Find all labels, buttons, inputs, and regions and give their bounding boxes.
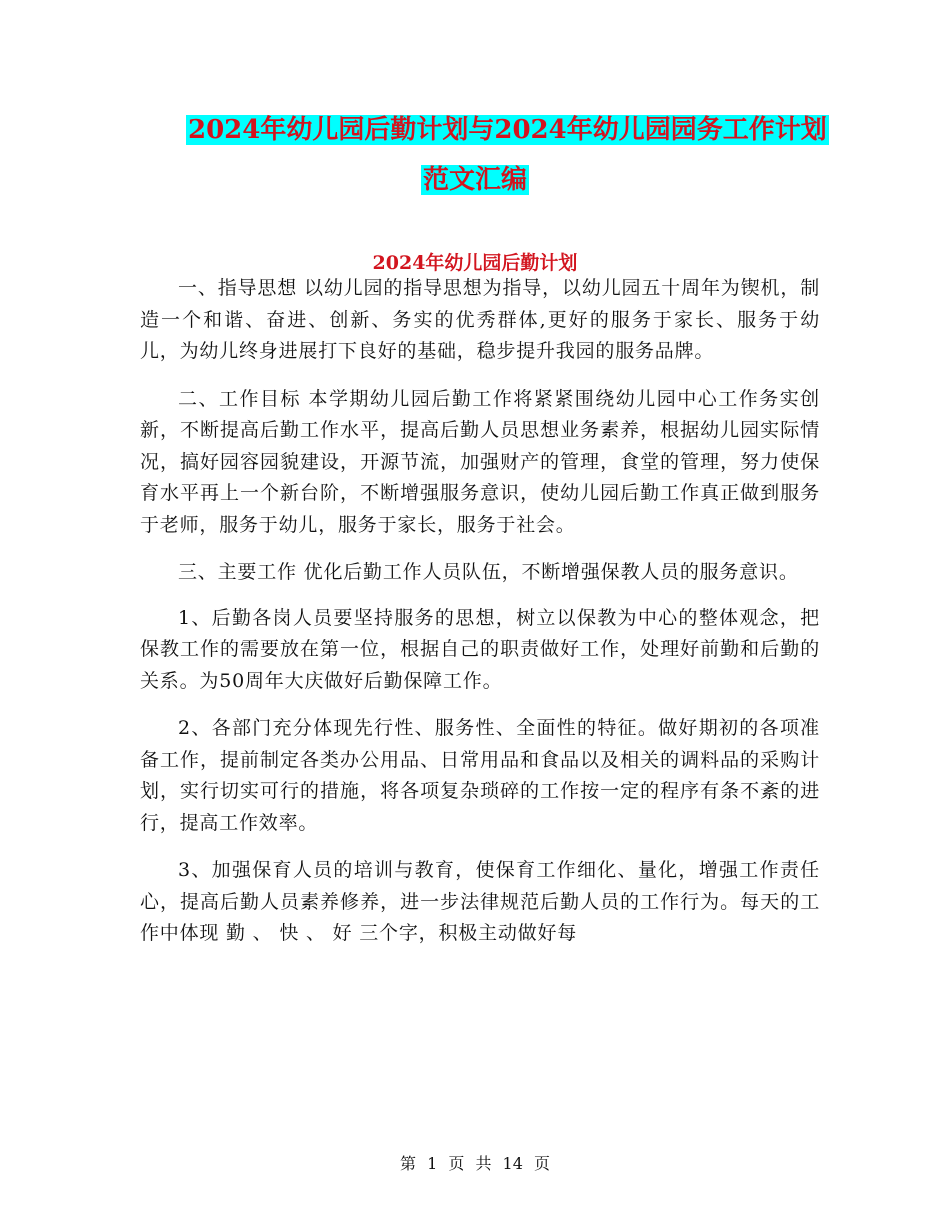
paragraph-main-work: 三、主要工作 优化后勤工作人员队伍，不断增强保教人员的服务意识。 [178,561,799,583]
document-body [140,273,820,966]
paragraph-work-goals: 二、工作目标 本学期幼儿园后勤工作将紧紧围绕幼儿园中心工作务实创新，不断提高后勤工作水平，提高后勤人员思想业务素养，根据幼儿园实际情况，搞好园容园貌建设，开源节流，加强财产的管理，食堂的管理，努力使保育水平再上一个新台阶，不断增强服务意识，使幼儿园后勤工作真正做到服务于老师，服务于幼儿，服务于家长，服务于社会。 [140,387,820,536]
title-line-2 [0,160,950,200]
title-line-1 [186,110,826,150]
section-title: 2024年幼儿园后勤计划 [372,252,578,274]
paragraph-guiding-ideology: 一、指导思想 以幼儿园的指导思想为指导，以幼儿园五十周年为锲机，制造一个和谐、奋进、创新、务实的优秀群体,更好的服务于家长、服务于幼儿，为幼儿终身进展打下良好的基础，稳步提升我园的服务品牌。 [140,277,820,362]
paragraph-item-3: 3、加强保育人员的培训与教育，使保育工作细化、量化，增强工作责任心，提高后勤人员素养修养，进一步法律规范后勤人员的工作行为。每天的工作中体现 勤 、 快 、 好 三个字，积极主动做好每 [140,859,820,944]
page-footer: 第 1 页 共 14 页 [400,1154,550,1173]
paragraph-item-2: 2、各部门充分体现先行性、服务性、全面性的特征。做好期初的各项准备工作，提前制定各类办公用品、日常用品和食品以及相关的调料品的采购计划，实行切实可行的措施，将各项复杂琐碎的工作按一定的程序有条不紊的进行，提高工作效率。 [140,717,820,834]
paragraph-item-1: 1、后勤各岗人员要坚持服务的思想，树立以保教为中心的整体观念，把保教工作的需要放在第一位，根据自己的职责做好工作，处理好前勤和后勤的关系。为50周年大庆做好后勤保障工作。 [140,606,820,692]
document-title [0,110,950,200]
title-line-2-text: 范文汇编 [422,165,527,195]
title-line-1-text: 2024年幼儿园后勤计划与2024年幼儿园园务工作计划 [188,115,827,145]
